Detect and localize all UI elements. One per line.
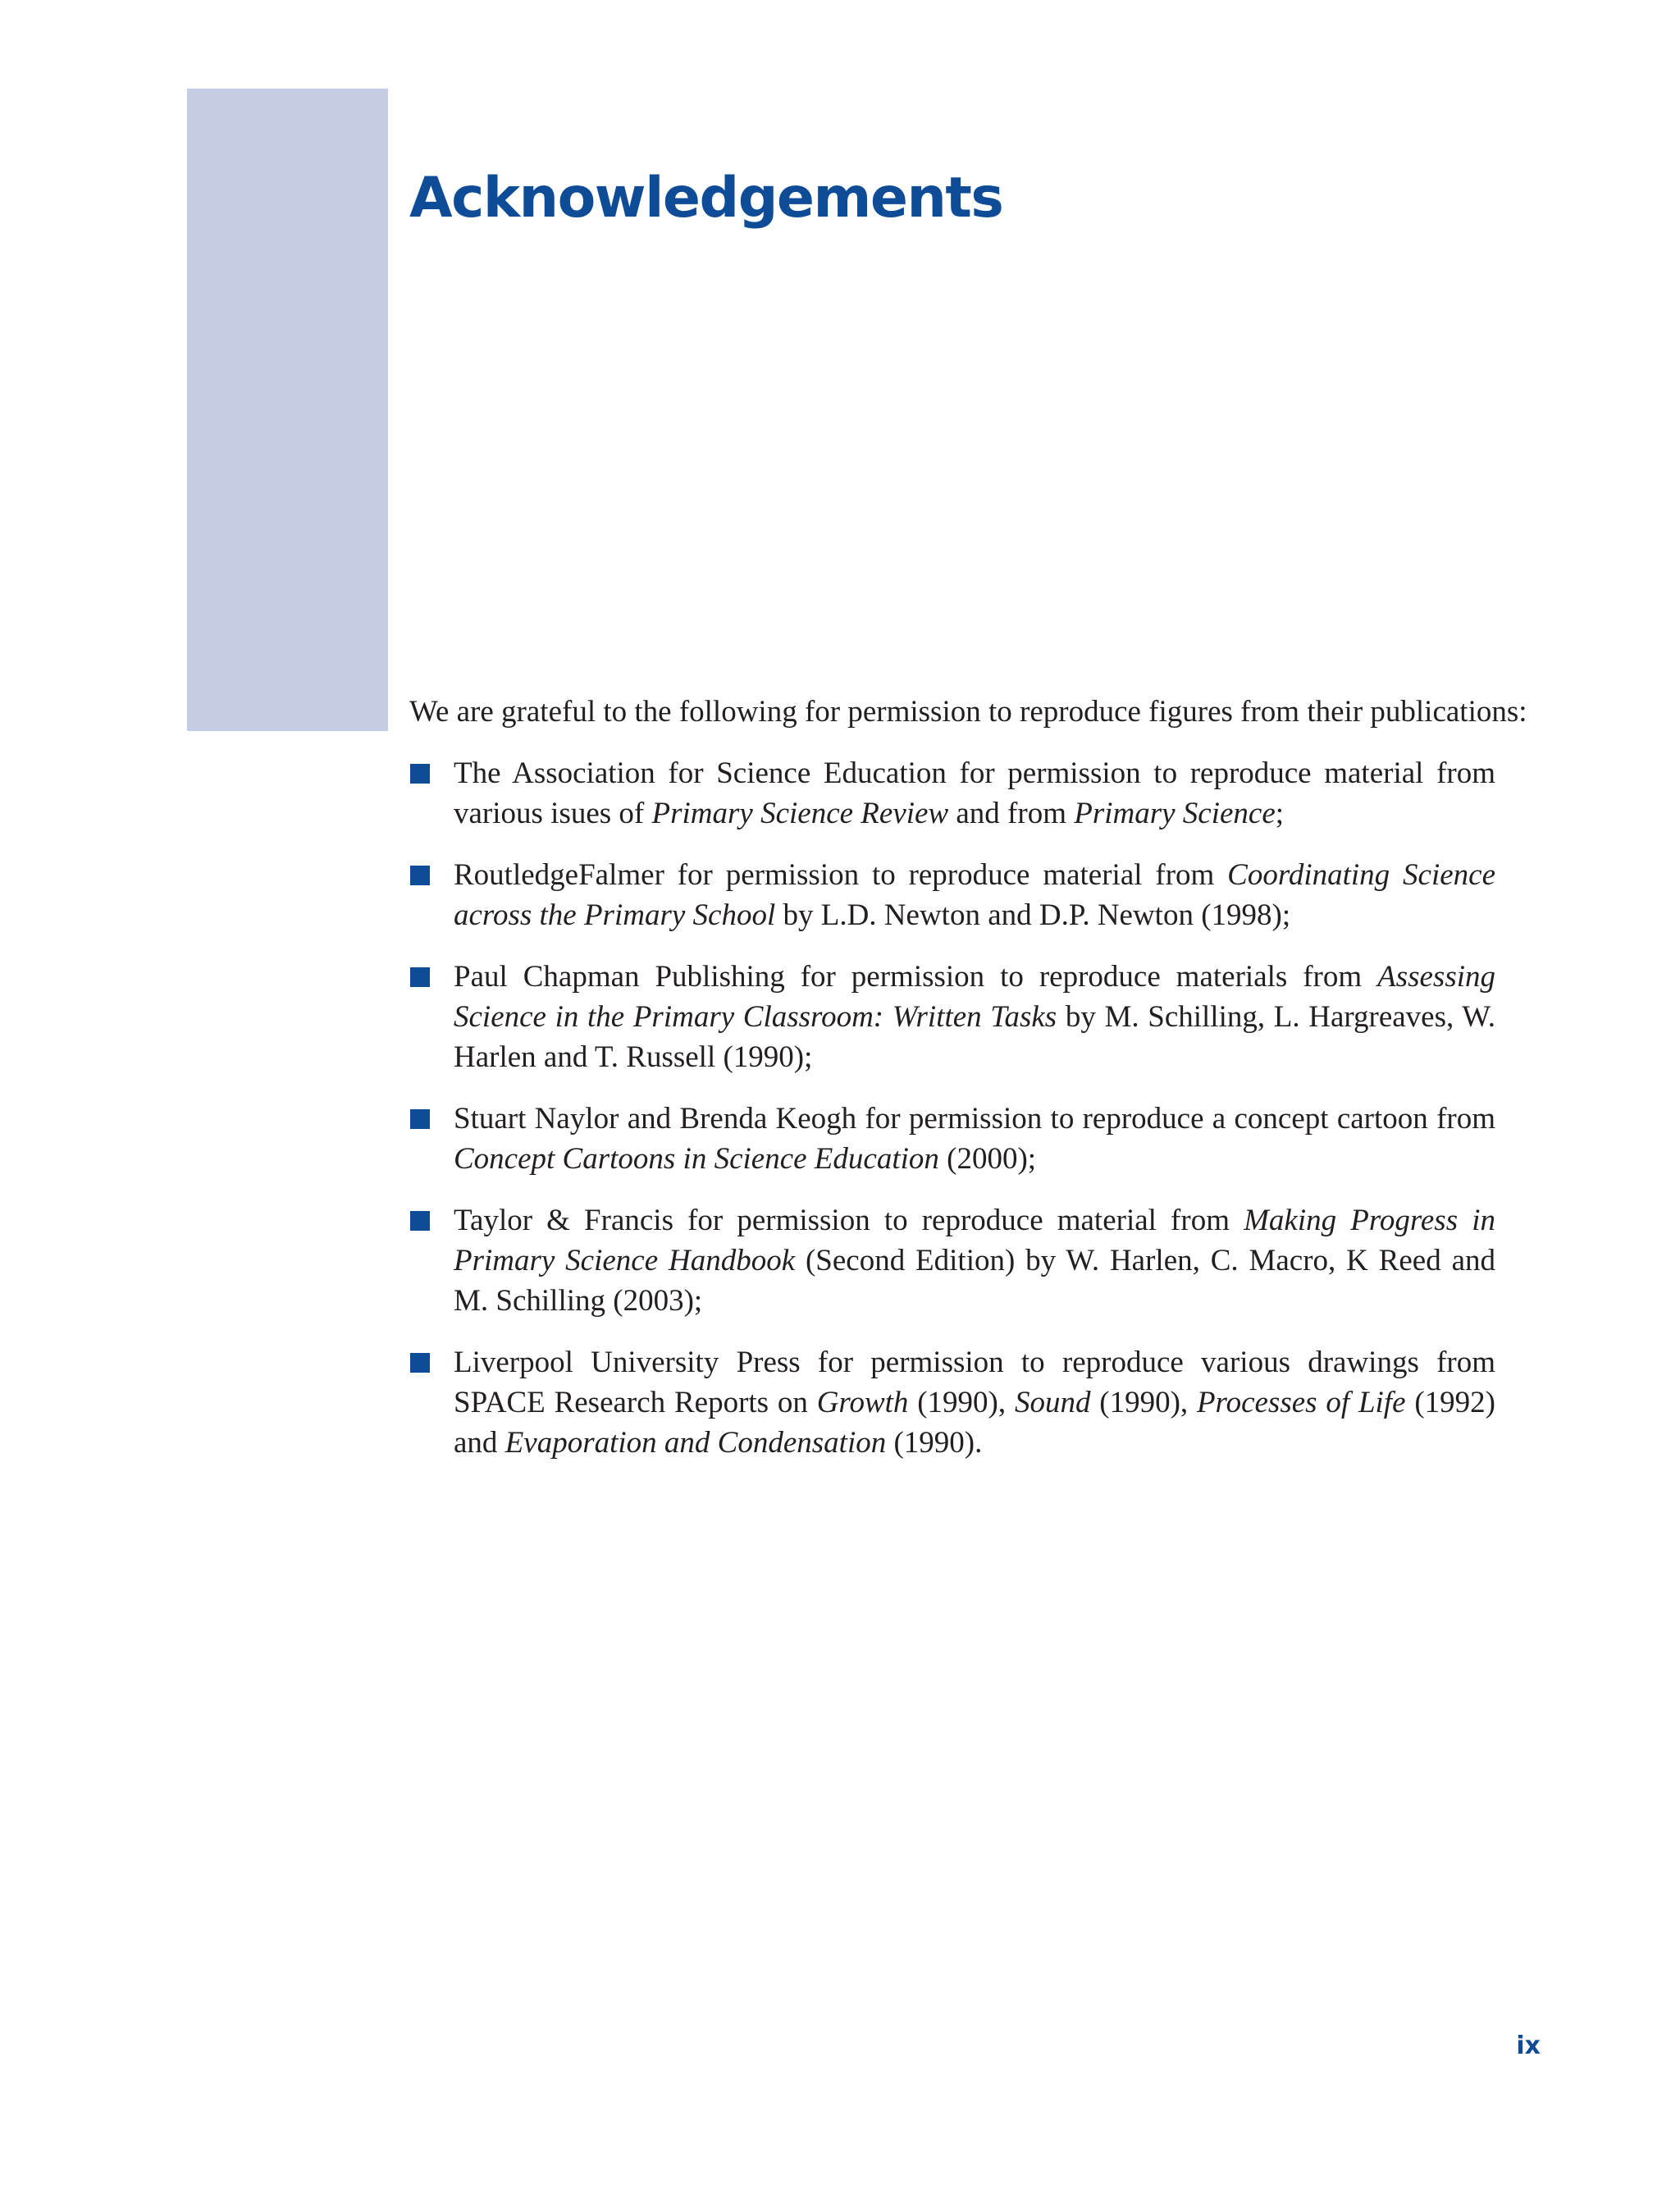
item-text: (1990).: [886, 1426, 983, 1460]
publication-title: Sound: [1014, 1386, 1091, 1419]
item-text: ;: [1275, 797, 1285, 830]
item-text: Paul Chapman Publishing for permission to reproduce materials from: [454, 960, 1378, 994]
item-text: Taylor & Francis for permission to reproduce material from: [454, 1204, 1244, 1237]
list-item: [409, 855, 1495, 935]
item-text: (2000);: [938, 1142, 1037, 1176]
publication-title: Evaporation and Condensation: [504, 1426, 887, 1460]
square-bullet-icon: [410, 1109, 430, 1129]
list-item: [409, 1342, 1495, 1463]
publication-title: Coordinating Science across the Primary School: [454, 858, 1495, 932]
square-bullet-icon: [410, 967, 430, 987]
page-title: Acknowledgements: [409, 166, 1003, 231]
publication-title: Making Progress in Primary Science Handbook: [454, 1204, 1495, 1277]
list-item: [409, 753, 1495, 834]
list-item: [409, 1099, 1495, 1179]
item-text: (1992) and: [454, 1386, 1495, 1460]
item-text: by M. Schilling, L. Hargreaves, W. Harlen and T. Russell (1990);: [454, 1000, 1495, 1074]
publication-title: Primary Science: [1074, 797, 1276, 830]
item-text: The Association for Science Education for permission to reproduce material from various isues of: [454, 756, 1495, 830]
intro-paragraph: We are grateful to the following for permission to reproduce figures from their publications:: [409, 695, 1527, 729]
item-text: (1990),: [908, 1386, 1015, 1419]
item-text: by L.D. Newton and D.P. Newton (1998);: [775, 898, 1291, 932]
item-text: and from: [948, 797, 1075, 830]
list-item: [409, 1200, 1495, 1321]
item-text: (Second Edition) by W. Harlen, C. Macro, K Reed and M. Schilling (2003);: [454, 1244, 1495, 1318]
decorative-side-block: [187, 89, 388, 731]
square-bullet-icon: [410, 1211, 430, 1231]
publication-title: Primary Science Review: [651, 797, 949, 830]
acknowledgements-body: [409, 692, 1541, 1484]
item-text: Stuart Naylor and Brenda Keogh for permission to reproduce a concept cartoon from: [454, 1102, 1495, 1136]
publication-title: Processes of Life: [1196, 1386, 1406, 1419]
square-bullet-icon: [410, 1353, 430, 1373]
square-bullet-icon: [410, 764, 430, 784]
publication-title: Assessing Science in the Primary Classroom: Written Tasks: [454, 960, 1495, 1034]
item-text: RoutledgeFalmer for permission to reproduce material from: [454, 858, 1228, 892]
publication-title: Concept Cartoons in Science Education: [454, 1142, 939, 1176]
item-text: Liverpool University Press for permission to reproduce various drawings from SPACE Research Reports on: [454, 1346, 1495, 1419]
item-text: (1990),: [1090, 1386, 1197, 1419]
publication-title: Growth: [816, 1386, 909, 1419]
square-bullet-icon: [410, 866, 430, 885]
page-number: ix: [1516, 2031, 1541, 2060]
list-item: [409, 957, 1495, 1077]
acknowledgement-list: [409, 753, 1541, 1463]
